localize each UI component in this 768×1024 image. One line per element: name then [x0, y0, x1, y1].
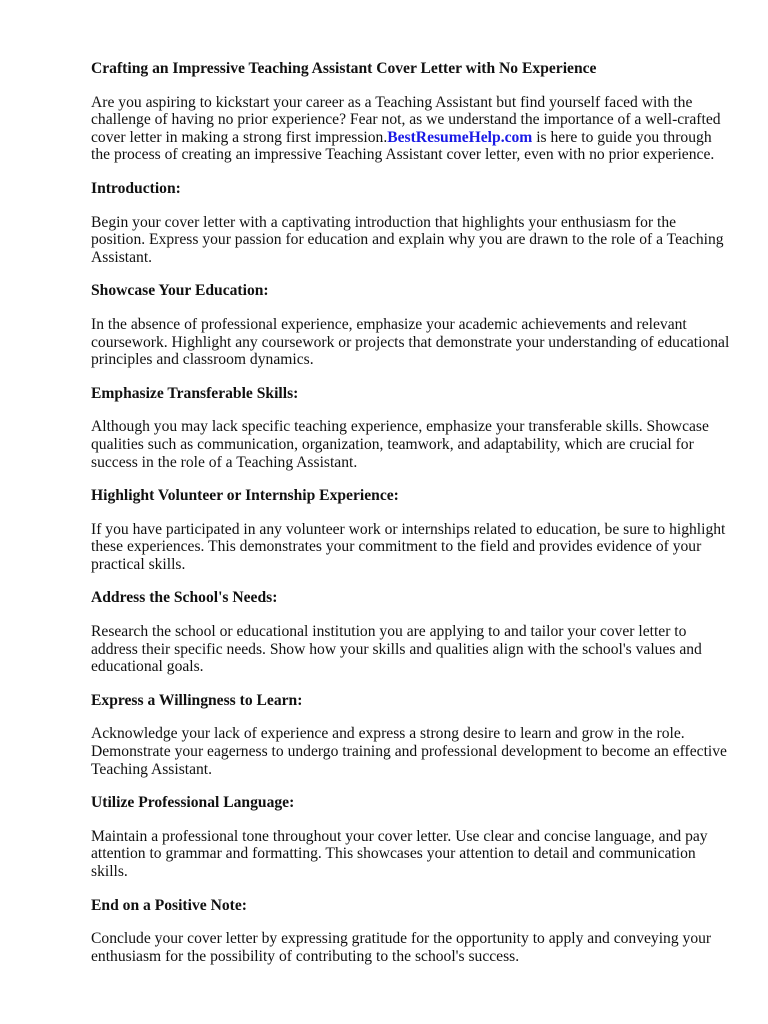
document-title: Crafting an Impressive Teaching Assistant Cover Letter with No Experience [91, 60, 597, 77]
section-heading-introduction: Introduction: [91, 179, 181, 197]
section-body-education: In the absence of professional experience, emphasize your academic achievements and relevant coursework. Highlight any coursework or projects that demonstrate your understanding of educational principles and classroom dynamics. [91, 315, 730, 369]
intro-text-after-link: is here to guide you through the process of creating an impressive Teaching Assistant cover letter, even with no prior experience. [91, 128, 715, 164]
section-body-school-needs: Research the school or educational institution you are applying to and tailor your cover letter to address their specific needs. Show how your skills and qualities align with the school's values and educational goals. [91, 623, 702, 676]
section-heading-willingness: Express a Willingness to Learn: [91, 691, 303, 709]
section-body-willingness: Acknowledge your lack of experience and express a strong desire to learn and grow in the role. Demonstrate your eagerness to undergo training and professional development to become an effective Teaching Assistant. [91, 725, 727, 778]
section-body-transferable-skills: Although you may lack specific teaching experience, emphasize your transferable skills. Showcase qualities such as communication, organization, teamwork, and adaptability, which are crucial for success in the role of a Teaching Assistant. [91, 418, 709, 471]
best-resume-help-link[interactable]: BestResumeHelp.com [387, 128, 533, 146]
section-heading-school-needs: Address the School's Needs: [91, 589, 278, 607]
section-heading-education: Showcase Your Education: [91, 282, 269, 300]
section-body-introduction: Begin your cover letter with a captivating introduction that highlights your enthusiasm for the position. Express your passion for education and explain why you are drawn to the role of a Teaching Assistant. [91, 213, 724, 266]
intro-text-before-link: Are you aspiring to kickstart your career as a Teaching Assistant but find yourself faced with the challenge of having no prior experience? Fear not, as we understand the importance of a well-crafted cover letter in making a strong first impression. [91, 93, 721, 146]
intro-paragraph [91, 94, 731, 164]
section-body-language: Maintain a professional tone throughout your cover letter. Use clear and concise language, and pay attention to grammar and formatting. This showcases your attention to detail and communication skills. [91, 827, 708, 880]
document-page [91, 60, 731, 981]
section-body-volunteer: If you have participated in any volunteer work or internships related to education, be sure to highlight these experiences. This demonstrates your commitment to the field and provides evidence of your practical skills. [91, 520, 726, 573]
section-body-positive-note: Conclude your cover letter by expressing gratitude for the opportunity to apply and conveying your enthusiasm for the possibility of contributing to the school's success. [91, 930, 712, 965]
section-heading-volunteer: Highlight Volunteer or Internship Experience: [91, 487, 399, 505]
section-heading-positive-note: End on a Positive Note: [91, 896, 247, 914]
section-heading-language: Utilize Professional Language: [91, 794, 295, 812]
section-heading-transferable-skills: Emphasize Transferable Skills: [91, 384, 299, 402]
